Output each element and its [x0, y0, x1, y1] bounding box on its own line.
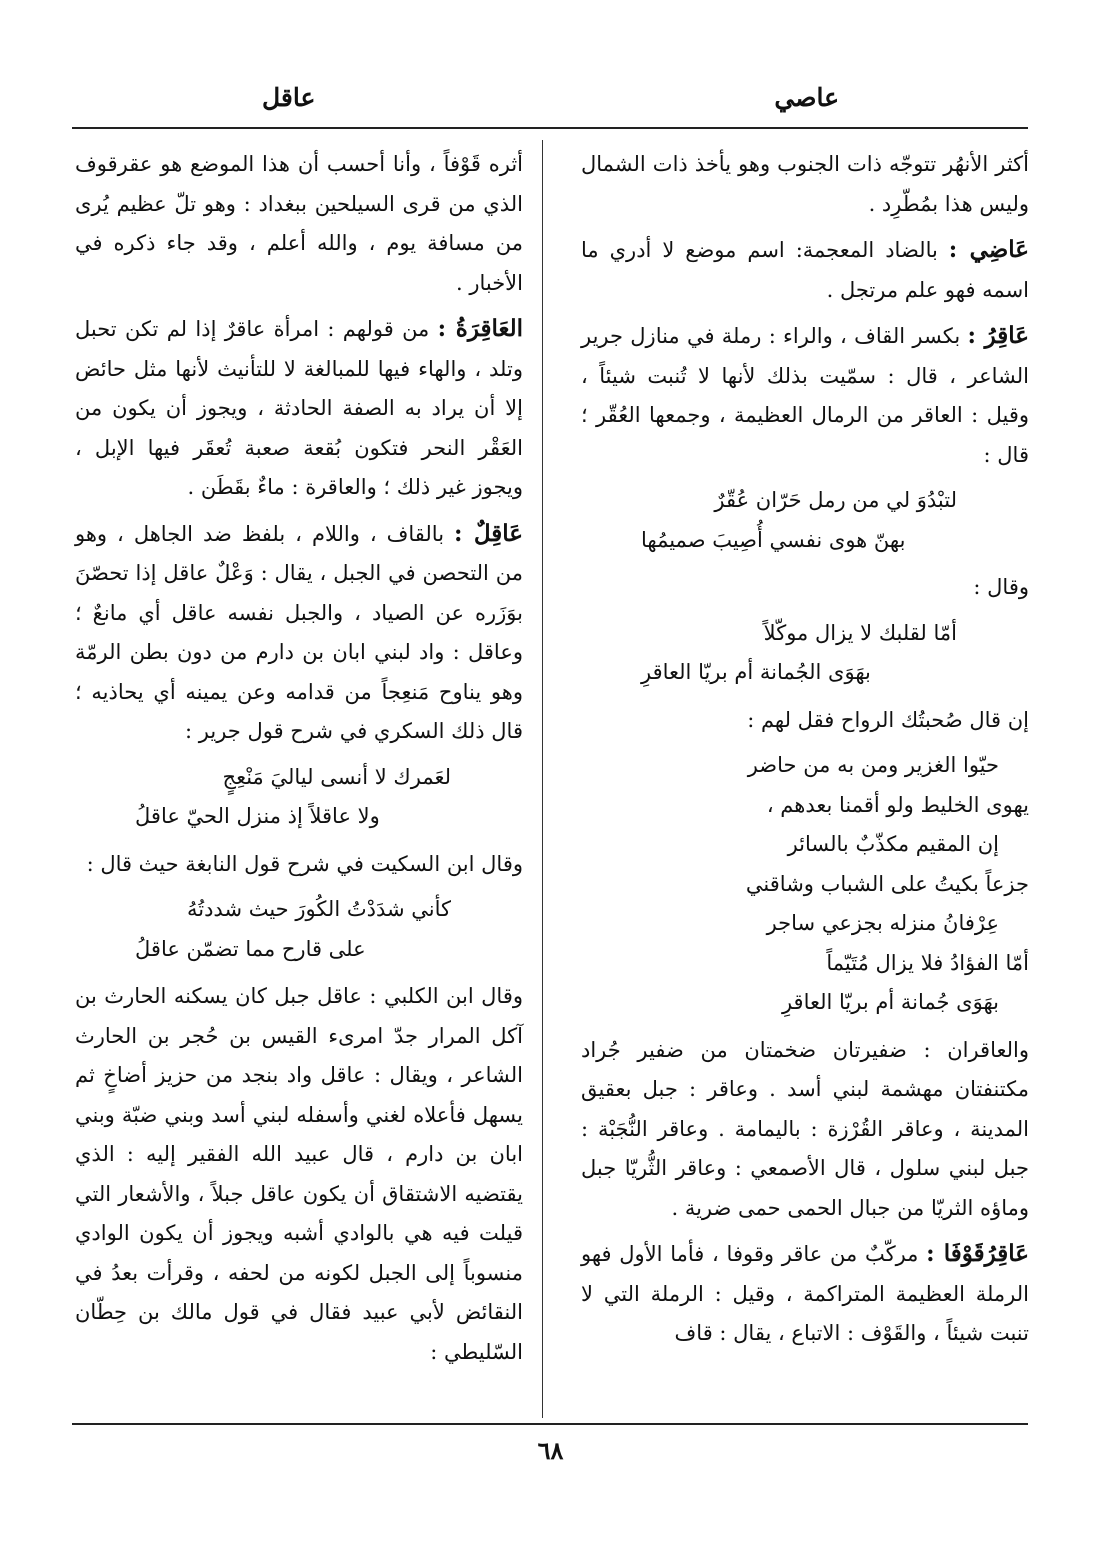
poem-line: أمّا الفؤادُ فلا يزال مُتَيّماً — [826, 950, 1029, 975]
paragraph — [581, 701, 1029, 741]
paragraph — [581, 568, 1029, 608]
verse-hemistich-1: لتبْدُوَ لي من رمل حَرّان عُقّرٌ — [714, 488, 957, 512]
verse-hemistich-2: بهَوَى الجُمانة أم بريّا العاقرِ — [641, 660, 871, 684]
entry-adi — [581, 230, 1029, 310]
entry-aqira — [75, 309, 523, 508]
paragraph-text: والعاقران : ضفيرتان ضخمتان من ضفير جُراد مكتنفتان مهشمة لبني أسد . وعاقر : جبل بعقيق المدينة ، وعاقر القُرْزة : باليمامة . وعاقر النُّجَبْة : جبل لبني سلول ، قال الأصمعي : وعاقر الثُّريّا جبل وماؤه الثريّا من جبال الحمى حمى ضرية . — [581, 1037, 1029, 1220]
verse-couplet — [581, 481, 1029, 560]
right-column — [581, 145, 1029, 1360]
entry-headword: عَاقِرُ : — [967, 322, 1029, 349]
verse-hemistich-2: ولا عاقلاً إذ منزل الحيّ عاقلُ — [135, 804, 380, 828]
paragraph-text: إن قال صُحبتُك الرواح فقل لهم : — [747, 707, 1029, 732]
verse-couplet — [75, 890, 523, 969]
continuation-paragraph — [581, 145, 1029, 224]
paragraph-text: وقال ابن السكيت في شرح قول النابغة حيث قال : — [86, 851, 523, 876]
verse-hemistich-1: كأني شدَدْتُ الكُورَ حيث شددتُهُ — [186, 897, 451, 921]
header-rule — [72, 127, 1028, 129]
paragraph-text: وقال : — [973, 575, 1029, 599]
paragraph — [581, 1031, 1029, 1229]
entry-headword: عَاقِلٌ : — [454, 519, 523, 547]
verse-hemistich-2: على قارح مما تضمّن عاقلُ — [135, 936, 366, 961]
entry-aqir — [581, 316, 1029, 475]
running-header-right: عاصي — [774, 83, 839, 112]
paragraph — [75, 845, 523, 885]
entry-headword: عَاقِرُقَوْفَا : — [926, 1240, 1029, 1267]
verse-hemistich-2: بهنّ هوى نفسي أُصِيبَ صميمُها — [641, 527, 906, 552]
footer-rule — [72, 1423, 1028, 1425]
poem-line: بهَوَى جُمانة أم بريّا العاقرِ — [781, 990, 999, 1014]
verse-couplet — [581, 614, 1029, 693]
poem-line: عِرْفانُ منزله بجزعي ساجر — [766, 911, 999, 935]
entry-text: بالضاد المعجمة: اسم موضع لا أدري ما اسمه فهو علم مرتجل . — [581, 238, 1029, 302]
poem-line: يهوى الخليط ولو أقمنا بعدهم ، — [766, 792, 1029, 817]
poem-line: جزعاً بكيتُ على الشباب وشاقني — [745, 871, 1029, 896]
entry-text: بالقاف ، واللام ، بلفظ ضد الجاهل ، وهو من التحصن في الجبل ، يقال : وَعْلٌ عاقل إذا تحصّنَ بوَزَره عن الصياد ، والجبل نفسه عاقل أي مانعٌ ؛ وعاقل : واد لبني ابان بن دارم من دون بطن الرمّة وهو يناوح مَنعِجاً من قدامه وعن يمينه أي يحاذيه ؛ قال ذلك السكري في شرح قول جرير : — [75, 521, 523, 743]
running-header-left: عاقل — [262, 83, 316, 112]
entry-aqil — [75, 514, 523, 752]
entry-headword: عَاضِي : — [948, 236, 1029, 263]
entry-text: من قولهم : امرأة عاقرٌ إذا لم تكن تحبل وتلد ، والهاء فيها للمبالغة لا للتأنيث لأنها مثل حائض إلا أن يراد به الصفة الحادثة ، ويجوز أن يكون من العَقْر النحر فتكون بُقعة صعبة تُعقَر فيها الإبل ، ويجوز غير ذلك ؛ والعاقرة : ماءٌ بقَطَن . — [75, 317, 523, 499]
paragraph-text: أثره قَوْفاً ، وأنا أحسب أن هذا الموضع هو عقرقوف الذي من قرى السيلحين ببغداد : وهو تلّ عظيم يُرى من مسافة يوم ، والله أعلم ، وقد جاء ذكره في الأخبار . — [75, 152, 523, 295]
column-divider — [542, 140, 543, 1418]
verse-couplet — [75, 758, 523, 837]
verse-hemistich-1: لعَمرك لا أنسى لياليَ مَنْعِجٍ — [222, 764, 451, 789]
paragraph-text: وقال ابن الكلبي : عاقل جبل كان يسكنه الحارث بن آكل المرار جدّ امرىء القيس بن حُجر بن الحارث الشاعر ، ويقال : عاقل واد بنجد من حزيز أضاخٍ ثم يسهل فأعلاه لغني وأسفله لبني أسد وبني ضبّة وبني ابان بن دارم ، قال عبيد الله الفقير إليه : الذي يقتضيه الاشتقاق أن يكون عاقل جبلاً ، والأشعار التي قيلت فيه هي بالوادي أشبه ويجوز أن يكون الوادي منسوباً إلى الجبل لكونه من لحفه ، وقرأت بعدُ في النقائض لأبي عبيد فقال في قول مالك بن حِطّان السّليطي : — [75, 984, 523, 1364]
quoted-poem — [581, 746, 1029, 1023]
paragraph-text: أكثر الأنهُر تتوجّه ذات الجنوب وهو يأخذ ذات الشمال وليس هذا بمُطّرِد . — [581, 152, 1029, 216]
verse-hemistich-1: أمّا لقلبك لا يزال موكّلاً — [763, 620, 957, 645]
left-column — [75, 145, 523, 1378]
poem-line: حيّوا الغزير ومن به من حاضر — [747, 753, 999, 777]
paragraph — [75, 977, 523, 1372]
poem-line: إن المقيم مكذّبٌ بالسائر — [787, 832, 999, 856]
entry-text: بكسر القاف ، والراء : رملة في منازل جرير الشاعر ، قال : سمّيت بذلك لأنها لا تُنبت شيئاً ، وقيل : العاقر من الرمال العظيمة ، وجمعها العُقّر ؛ قال : — [581, 324, 1029, 467]
page-number: ٦٨ — [537, 1436, 564, 1465]
entry-text: مركّبٌ من عاقر وقوفا ، فأما الأول فهو الرملة العظيمة المتراكمة ، وقيل : الرملة التي لا تنبت شيئاً ، والقَوْف : الاتباع ، يقال : قاف — [581, 1242, 1029, 1345]
entry-headword: العَاقِرَةُ : — [437, 315, 523, 342]
entry-aqirqawfa — [581, 1234, 1029, 1354]
continuation-paragraph — [75, 145, 523, 303]
